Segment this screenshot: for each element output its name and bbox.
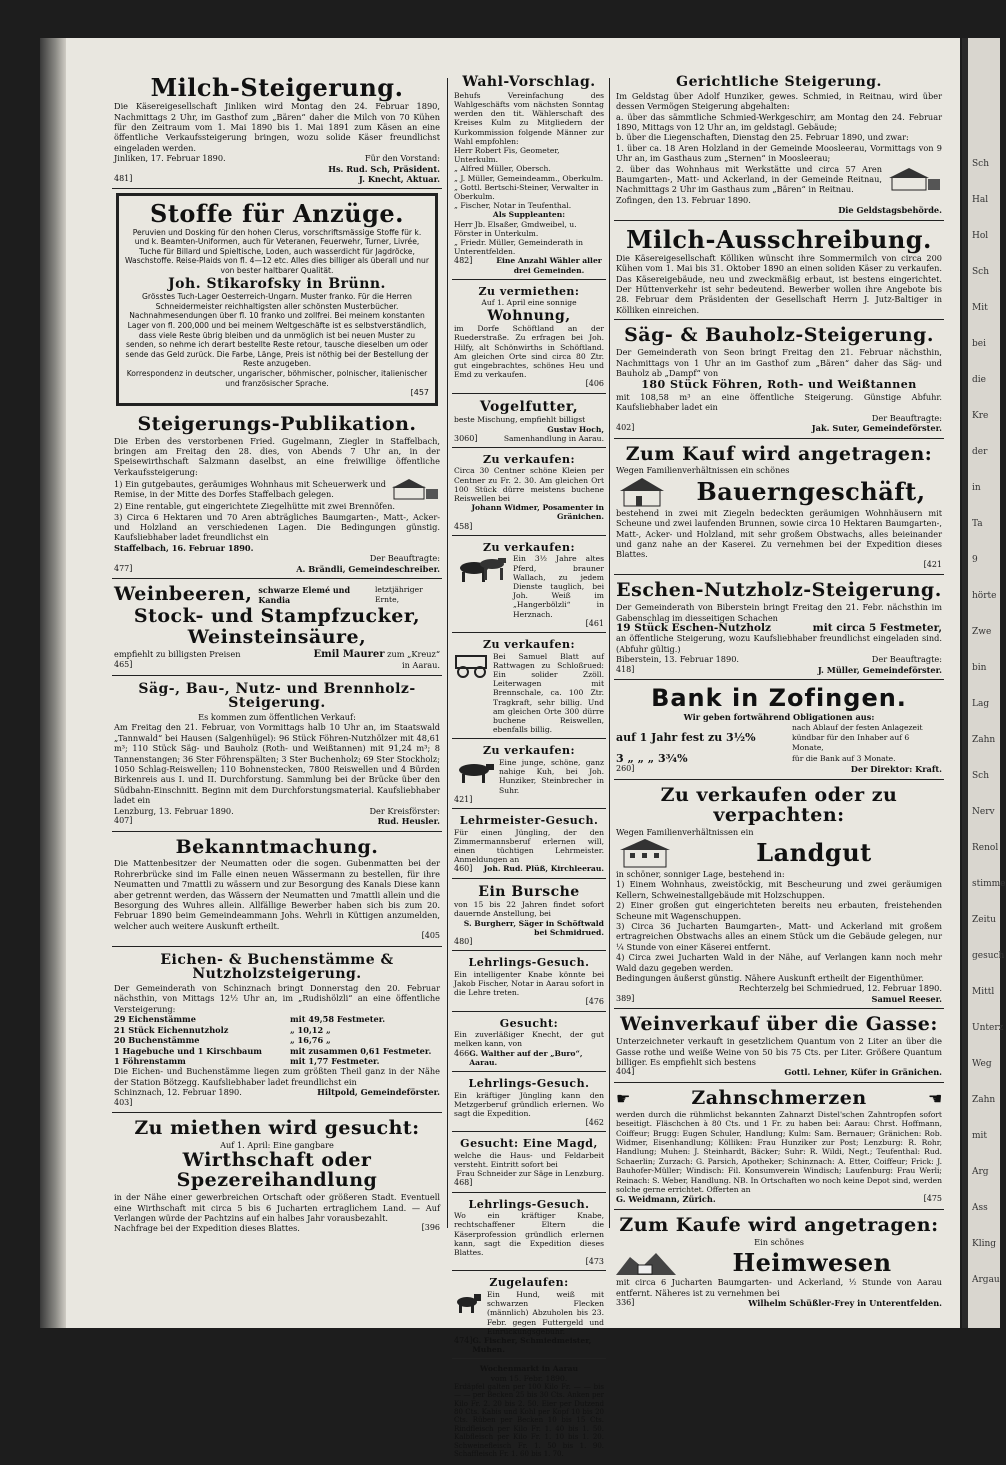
adjacent-page-text-fragment: Sch [972, 771, 990, 781]
candidate: „ Fischer, Notar in Teufenthal. [454, 201, 572, 211]
column-2 [452, 72, 606, 1465]
adjacent-page-text-fragment: Zahn [972, 1095, 996, 1105]
ad-sig: Der Beauftragte: [369, 553, 440, 564]
ad-title: Stoffe für Anzüge. [149, 199, 405, 229]
adjacent-page-text-fragment: gesuch [972, 951, 1005, 961]
ad-body: bestehend in zwei mit Ziegeln bedeckten geräumigen Wohnhäusern mit Scheune und zwei laufenden Brunnen, sowie circa 10 Hektaren Baumgarten-, Matt-, Acker- und Holzland, mit sehr großem Obstwachs, alles beieinander und ganz nahe an der Kaserei. Zu vernehmen bei der Expedition dieses Blattes. [616, 507, 942, 560]
ad-title: Gesucht: Eine Magd, [460, 1137, 598, 1151]
ad-bekanntmachung [112, 835, 442, 947]
adjacent-page-text-fragment: bei [972, 339, 986, 349]
ad-title: Zum Kauf wird angetragen: [625, 442, 933, 465]
candidate: „ Friedr. Müller, Gemeinderath in Unterentfelden. [454, 237, 584, 257]
ad-date: Schinznach, 12. Februar 1890. [114, 1087, 242, 1098]
ad-item: 1. über ca. 18 Aren Holzland in der Gemeinde Moosleerau, Vormittags von 9 Uhr an, im Gasthaus zum „Sternen“ in Moosleerau; [616, 142, 942, 164]
ad-body: Korrespondenz in deutscher, ungarischer, böhmischer, polnischer, italienischer und französischer Sprache. [126, 369, 428, 388]
ad-milch-steigerung [112, 72, 442, 189]
ad-date: Jinliken, 17. Februar 1890. [114, 153, 226, 164]
ad-verkaufen-wagen [452, 636, 606, 739]
ad-lehrlings-gesuch-2 [452, 1075, 606, 1132]
ad-title: Säg- & Bauholz-Steigerung. [624, 324, 934, 347]
ad-body: Ein intelligenter Knabe könnte bei Jakob Fischer, Notar in Aarau sofort in die Lehre treten. [454, 969, 604, 998]
ad-body: Die Eichen- und Buchenstämme liegen zum größten Theil ganz in der Nähe der Station Bötzegg. Kaufsliebhaber ladet freundlichst ein [114, 1066, 440, 1087]
ad-headline: mit circa 5 Festmeter, [812, 622, 942, 635]
ad-title: Stock- und Stampfzucker, [133, 604, 421, 627]
candidate-heading: Als Suppleanten: [492, 210, 566, 220]
estate-illustration [616, 837, 680, 869]
ad-steigerungs-publikation [112, 412, 442, 579]
ad-title: Lehrlings-Gesuch. [468, 1197, 590, 1211]
ad-body: Bei Samuel Blatt auf Rattwagen zu Schloßrued: Ein solider Zzöll. Leiterwagen mit Brennschale, ca. 100 Ztr. Tragkraft, sehr billig. Und am gleichen Orte 300 dürre buchene Reiswellen, ebenfalls billig. [493, 651, 604, 735]
ad-sig: Gottl. Lehner, Küfer in Gränichen. [784, 1067, 942, 1078]
ad-sig: Hs. Rud. Sch, Präsident. [328, 163, 440, 174]
adjacent-page-text-fragment: Kling [972, 1239, 997, 1249]
ad-body: Ein 3½ Jahre altes Pferd, brauner Wallach, zu jedem Dienste tauglich, bei Joh. Weiß im „Hangerbölzli“ in Herznach. [513, 554, 604, 619]
ad-firm: zum „Kreuz“ [387, 648, 440, 659]
ad-sig: J. Knecht, Aktuar. [358, 174, 440, 185]
ad-subtitle: Auf 1. April eine sonnige [481, 298, 577, 308]
ad-title: Wahl-Vorschlag. [462, 74, 596, 90]
ad-body: Grösstes Tuch-Lager Oesterreich-Ungarn. Muster franko. Für die Herren Schneidermeister reichhaltigsten aller schönsten Musterbücher. Nachnahmesendungen über fl. 10 franko und zollfrei. Bei meinem konstanten Lager von fl. 200,000 und bei meinem Weltgeschäfte ist es selbstverständlich, dass viele Reste übrig bleiben und da unmöglich ist bei neuen Muster zu senden, so nehme ich derart bestellte Reste retour, tausche dieselben um oder sende das Geld zurück. Die Farbe, Länge, Preis ist nöthig bei der Bestellung der Reste anzugeben. [125, 292, 429, 369]
ad-body: Ein zuverläßiger Knecht, der gut melken kann, von [454, 1030, 604, 1049]
adjacent-page-text-fragment: Unterz [972, 1023, 1004, 1033]
ad-number: 421] [454, 794, 473, 804]
ad-title: Eichen- & Buchenstämme & Nutzholzsteigerung. [160, 951, 394, 983]
ad-number: [475 [923, 1194, 942, 1204]
ad-lehrlings-gesuch-1 [452, 954, 606, 1011]
ad-subtitle: Auf 1. April: Eine gangbare [220, 1139, 334, 1150]
ad-place: in Aarau. [402, 660, 440, 671]
ad-title: Zu verkaufen: [482, 452, 576, 466]
adjacent-page-text-fragment: 9 [972, 555, 978, 565]
lot-row: 1 Hagebuche und 1 Kirschbaum mit zusammen 0,61 Festmeter. [114, 1045, 432, 1056]
ad-bauerngeschaeft [614, 442, 944, 576]
ad-text: empfiehlt zu billigsten Preisen [114, 648, 241, 659]
ad-number: 468] [454, 1178, 473, 1188]
adjacent-page-text-fragment: Hal [972, 195, 989, 205]
ad-title: Eschen-Nutzholz-Steigerung. [616, 579, 942, 602]
ad-body: Die Käsereigesellschaft Jinliken wird Montag den 24. Februar 1890, Nachmittags 2 Uhr, im Gasthof zum „Bären“ daher die Milch von 70 Kühen für den Zeitraum vom 1. Mai 1890 bis 1. Mai 1891 zum Käsen an eine öffentliche Verkaufssteigerung bringen, wozu solide Käser freundlichst eingeladen werden. [114, 101, 440, 153]
ad-firm: Samenhandlung in Aarau. [503, 433, 604, 443]
ad-verkaufen-kuh [452, 742, 606, 809]
ad-item: 2) Einer großen gut eingerichteten bereits neu erbauten, freistehenden Scheune mit Wagenschuppen. [616, 900, 942, 921]
column-3 [614, 72, 944, 1315]
ad-body: beste Mischung, empfiehlt billigst [454, 415, 586, 425]
adjacent-page-text-fragment: mit [972, 1131, 988, 1141]
adjacent-page-text-fragment: Zwe [972, 627, 992, 637]
adjacent-page-text-fragment: Renol [972, 843, 999, 853]
ad-vermiethen [452, 283, 606, 394]
adjacent-page-text-fragment: Weg [972, 1059, 992, 1069]
ad-date: Biberstein, 13. Februar 1890. [616, 654, 740, 665]
ad-subtitle: Ein schönes [754, 1236, 804, 1247]
ad-item: 3) Circa 6 Hektaren und 70 Aren abträgliches Baumgarten-, Matt-, Acker- und Holzland an verschiedenen Lagen. Die Bedingungen günstig. Kaufsliebhaber ladet freundlichst ein [114, 511, 440, 543]
rate-note: nach Ablauf der festen Anlagezeit kündbar für den Inhaber auf 6 Monate, [792, 722, 923, 753]
ad-item: 3) Circa 36 Jucharten Baumgarten-, Matt- und Ackerland mit großem ertragreichen Obstwachs alles an einem Stück um die Gebäude gelegen, nur ¼ Stunde von einer Käserei entfernt. [616, 921, 942, 952]
ad-sig: Der Beauftragte: [871, 412, 942, 423]
ad-body: Die Mattenbesitzer der Neumatten oder die sogen. Gubenmatten bei der Rohrerbrücke sind im Falle einen neuen Wässermann zu bestellen, für ihre Neumatten und 7mattli zu wässern und zur Besorgung des Kanals Diese kann aber getrennt werden, das Wässern der Neumatten und 7mattli allein und die Besorgung des Wuhres allein. Allfällige Bewerber haben sich bis zum 20. Februar 1890 beim Gemeindeammann Johs. Wehrli in Küttigen anzumelden, welcher auch weitere Auskunft ertheilt. [114, 858, 440, 931]
lot-row: 20 Buchenstämme „ 16,76 „ [114, 1035, 331, 1046]
column-1 [112, 72, 442, 1241]
ad-stoffe [116, 193, 438, 405]
rate-note: für die Bank auf 3 Monate. [792, 753, 896, 763]
landscape-illustration [616, 1247, 676, 1277]
ad-sig: Jak. Suter, Gemeindeförster. [811, 423, 942, 434]
ad-eschen-steigerung [614, 578, 944, 680]
ad-body: Der Gemeinderath von Seon bringt Freitag den 21. Februar nächsthin, Nachmittags von 1 Uhr an im Gasthof zum „Bären“ daher das Säg- und Bauholz ab „Dampf“ von [616, 347, 942, 378]
pointing-hand-icon: ☛ [616, 1088, 631, 1108]
ad-miethen [112, 1116, 442, 1238]
adjacent-page-text-fragment: die [972, 375, 986, 385]
ad-title: Zahnschmerzen [691, 1086, 867, 1109]
ad-title: Säg-, Bau-, Nutz- und Brennholz-Steigerung. [138, 680, 416, 712]
ad-title: Lehrlings-Gesuch. [468, 1076, 590, 1090]
candidate: „ J. Müller, Gemeindeamm., Oberkulm. [454, 173, 604, 183]
ad-subtitle: Wegen Familienverhältnissen ein [616, 826, 754, 837]
ad-number: [476 [585, 997, 604, 1007]
adjacent-page-text-fragment: Lag [972, 699, 990, 709]
adjacent-page-text-fragment: Ta [972, 519, 983, 529]
ad-title: Milch-Ausschreibung. [626, 224, 932, 254]
ad-title: Zu verkaufen: [482, 744, 576, 758]
ad-sig: Wilhelm Schüßler-Frey in Unterentfelden. [748, 1297, 942, 1308]
ad-sig: Samuel Reeser. [871, 993, 942, 1004]
farmhouse-illustration [616, 476, 674, 508]
ad-item: 1) Ein gutgebautes, geräumiges Wohnhaus mit Scheuerwerk und Remise, in der Mitte des Dorfes Staffelbach gelegen. [114, 478, 386, 500]
ad-sig: Der Direktor: Kraft. [850, 764, 942, 775]
ad-body: Am Freitag den 21. Februar, von Vormittags halb 10 Uhr an, im Staatswald „Tannwald“ bei Hausen (Salgenhügel): 96 Stück Föhren-Nutzhölzer mit 48,61 m³; 110 Stück Säg- und Bauholz (Roth- und Weißtannen) mit 91,24 m³; 8 Tannenstangen; 36 Ster Föhrenspälten; 3 Ster Buchenholz; 69 Ster Stockholz; 1050 Schlag-Reiswellen; 110 Bohnenstecken, 7800 Reiswellen und 4 Bürden Birkenreis aus I. und II. Durchforstung. Sammlung bei der Brücke über den Südbahn-Einschnitt. Beginn mit dem Durchforstungsmaterial. Kaufsliebhaber ladet ein [114, 722, 440, 806]
ad-date: Staffelbach, 16. Februar 1890. [114, 542, 254, 553]
candidate: Herr Jb. Elsaßer, Gmdweibel, u. Förster in Unterkulm. [454, 219, 577, 238]
ad-verkaufen-pferd [452, 539, 606, 633]
dog-illustration [454, 1290, 484, 1314]
ad-bank-zofingen [614, 683, 944, 780]
ad-title: Zu verkaufen: [482, 540, 576, 554]
ad-date: vom 15. Febr. 1890. [490, 1373, 568, 1383]
ad-weinverkauf [614, 1012, 944, 1083]
farmhouse-illustration [886, 166, 942, 192]
ad-headline: Wirthschaft oder Spezereihandlung [176, 1149, 378, 1192]
adjacent-page-text-fragment: in [972, 483, 981, 493]
ad-number: [406 [585, 379, 604, 389]
cart-illustration [454, 652, 490, 678]
ad-number: 336] [616, 1297, 635, 1307]
ad-body: werden durch die rühmlichst bekannten Zahnarzt Distel'schen Zahntropfen sofort beseitigt. Fläschchen à 80 Cts. und 1 Fr. zu haben bei: Aarau: Chrst. Hoffmann, Coiffeur; Brugg: Eugen Schuler, Handlung; Kulm: Sam. Bernauer; Gränichen: Rob. Widmer, Eisenhandlung; Kölliken: Frau Hunziker zur Post; Lenzburg: R. Rohr, Handlung; Muhen: J. Steinhardt, Bäcker; Suhr: R. Wildi, Negt.; Teufenthal: Rud. Schaerlin; Zurzach: G. Parsich, Apotheker; Schinznach: A. Etter, Coiffeur; Frick: J. Bauhofer-Müller; Windisch: Fil. Konsumverein Windisch; Laufenburg: Frau Werli; Reinach: S. Weber, Handlung. NB. In Ortschaften wo noch keine Depot sind, werden solche gerne errichtet. Offerten an [616, 1109, 942, 1195]
ad-sig: A. Brändli, Gemeindeschreiber. [296, 563, 440, 574]
ad-headline: Wohnung, [487, 307, 571, 324]
ad-body: welche die Haus- und Feldarbeit versteht. Eintritt sofort bei [454, 1150, 604, 1170]
ad-sig: Eine Anzahl Wähler aller drei Gemeinden. [496, 256, 602, 275]
rate-row: auf 1 Jahr fest zu 3½% [616, 731, 756, 745]
ad-body: Ein kräftiger Jüngling kann den Metzgerberuf gründlich erlernen. Wo sagt die Expedition. [454, 1090, 604, 1118]
ad-number: 465] [114, 660, 133, 670]
ad-zahnschmerzen [614, 1086, 944, 1210]
ad-vogelfutter [452, 397, 606, 448]
ad-body: Behufs Vereinfachung des Wahlgeschäfts vom nächsten Sonntag werden den tit. Wählerschaft des Kreises Kulm zu Mitgliedern der Kurkommission folgende Männer zur Wahl empfohlen: [454, 90, 604, 146]
ad-sig: Der Beauftragte: [871, 654, 942, 665]
ad-body: Bedingungen äußerst günstig. Nähere Auskunft ertheilt der Eigenthümer. [616, 973, 924, 984]
ad-body: Ein Hund, weiß mit schwarzen Flecken (männlich) Abzuholen bis 23. Febr. gegen Futtergeld und Einrückungsgebühr. [487, 1290, 604, 1336]
ad-title: Wochenmarkt in Aarau [479, 1364, 579, 1374]
ad-body: Peruvien und Dosking für den hohen Clerus, vorschriftsmässige Stoffe für k. und k. Beamten-Uniformen, auch für Veteranen, Feuerwehr, Turner, Livrée, Tuche für Billard und Spieltische, Loden, auch wasserdicht für Jagdröcke, Waschstoffe. Reise-Plaids von fl. 4—12 etc. Alles dies billiger als überall und nur von bester haltbarer Qualität. [125, 227, 429, 275]
lot-row: 21 Stück Eichennutzholz „ 10,12 „ [114, 1024, 331, 1035]
ad-number: 477] [114, 563, 133, 573]
ad-number: 482] [454, 256, 473, 266]
adjacent-page-text-fragment: stimme [972, 879, 1006, 889]
adjacent-page-text-fragment: Argau [972, 1275, 1000, 1285]
ad-date: Lenzburg, 13. Februar 1890. [114, 805, 234, 816]
ad-sig: Der Kreisförster: [369, 805, 440, 816]
ad-firm: Gustav Hoch, [547, 424, 604, 434]
ad-body: im Dorfe Schöftland an der Ruederstraße. Zu erfragen bei Joh. Hilfy, alt Schönwirths in Schöftland. Am gleichen Orte sind circa 80 Ztr. gut eingebrachtes, schönes Heu und Emd zu verkaufen. [454, 324, 604, 380]
ad-title: Zum Kaufe wird angetragen: [619, 1213, 939, 1236]
lot-row: 1 Föhrenstamm mit 1,77 Festmeter. [114, 1055, 380, 1066]
candidate: „ Gottl. Bertschi-Steiner, Verwalter in Oberkulm. [454, 182, 599, 201]
ad-number: 481] [114, 174, 133, 184]
ad-sig: Die Geldstagsbehörde. [838, 205, 942, 216]
farmhouse-illustration [390, 477, 440, 501]
ad-number: 404] [616, 1067, 635, 1077]
ad-verkaufen-kleien [452, 451, 606, 536]
ad-title: Weinverkauf über die Gasse: [620, 1013, 938, 1036]
adjacent-page-text-fragment: Zeitu [972, 915, 996, 925]
ad-firm: Emil Maurer [313, 648, 385, 660]
ad-sig: Für den Vorstand: [364, 153, 440, 164]
ad-body: Eine junge, schöne, ganz nahige Kuh, bei Joh. Hunziker, Steinbrecher in Suhr. [499, 757, 604, 795]
ad-title: Lehrmeister-Gesuch. [459, 813, 599, 827]
adjacent-page-text-fragment: der [972, 447, 988, 457]
ad-number: 389] [616, 993, 635, 1003]
ad-lehrlings-gesuch-3 [452, 1196, 606, 1272]
adjacent-page-text-fragment: Hol [972, 231, 989, 241]
ad-title: Lehrlings-Gesuch. [468, 956, 590, 970]
ad-number: 403] [114, 1097, 133, 1107]
ad-number: 460] [454, 864, 473, 874]
ad-firm: Frau Schneider zur Säge in Lenzburg. [456, 1169, 604, 1179]
candidate: Herr Robert Fis, Geometer, Unterkulm. [454, 145, 560, 165]
ad-subtitle: Es kommen zum öffentlichen Verkauf: [198, 712, 356, 723]
ad-body: mit 108,58 m³ an eine öffentliche Steigerung. Günstige Abfuhr. Kaufsliebhaber ladet ein [616, 391, 942, 413]
ad-body: Der Gemeinderath von Biberstein bringt Freitag den 21. Febr. nächsthin im Gabenschlag im diesseitigen Schachen [616, 602, 942, 623]
adjacent-page-text-fragment: Mittl [972, 987, 995, 997]
ad-number: 402] [616, 423, 635, 433]
ad-number: [462 [585, 1118, 604, 1128]
ad-number: [461 [585, 618, 604, 628]
adjacent-page-text-fragment: Sch [972, 267, 990, 277]
ad-title: Vogelfutter, [479, 398, 579, 415]
ad-title: Zu verkaufen: [482, 638, 576, 652]
ad-number: 474] [454, 1336, 473, 1346]
ad-lehrmeister [452, 812, 606, 879]
ad-headline: Heimwesen [732, 1247, 892, 1277]
ad-title: Steigerungs-Publikation. [137, 412, 417, 435]
ad-title: Zu verkaufen oder zu verpachten: [660, 783, 898, 826]
ad-body: Circa 30 Centner schöne Kleien per Centner zu Fr. 2. 30. Am gleichen Ort 100 Stück dürre meistens buchene Reiswellen bei [454, 466, 604, 504]
adjacent-page-text-fragment: Ass [972, 1203, 988, 1213]
ad-heimwesen [614, 1213, 944, 1313]
candidate: „ Alfred Müller, Obersch. [454, 164, 551, 174]
adjacent-page-text-fragment: Sch [972, 159, 990, 169]
ad-sig: Rud. Heusler. [377, 816, 440, 827]
adjacent-page-text-fragment: bin [972, 663, 987, 673]
adjacent-page-text-fragment: hörte [972, 591, 997, 601]
ad-item: 4) Circa zwei Jucharten Wald in der Nähe, auf Verlangen kann noch mehr Wald dazu gegeben werden. [616, 952, 942, 973]
ad-headline: 180 Stück Föhren, Roth- und Weißtannen [641, 378, 917, 392]
ad-body: in schöner, sonniger Lage, bestehend in: [616, 868, 785, 879]
ad-item: b. über die Liegenschaften, Dienstag den 25. Februar 1890, und zwar: [616, 132, 909, 143]
ad-sig: Hiltpold, Gemeindeförster. [317, 1087, 440, 1098]
ad-number: 3060] [454, 433, 478, 443]
ad-number: 260] [616, 764, 635, 774]
ad-firm: Joh. Rud. Plüß, Kirchleerau. [483, 864, 604, 874]
adjacent-page-text-fragment: Arg [972, 1167, 989, 1177]
ad-body: mit circa 6 Jucharten Baumgarten- und Ackerland, ½ Stunde von Aarau entfernt. Näheres ist zu vernehmen bei [616, 1277, 942, 1298]
ad-headline: Landgut [756, 838, 872, 868]
horses-illustration [454, 554, 510, 584]
ad-gerichtliche-steigerung [614, 72, 944, 221]
ad-body: von 15 bis 22 Jahren findet sofort dauernde Anstellung, bei [454, 900, 604, 919]
ad-subtitle: Wegen Familienverhältnissen ein schönes [616, 465, 790, 476]
adjacent-page-text-fragment: Kre [972, 411, 989, 421]
rate-row: 3 „ „ „ 3¾% [616, 751, 688, 765]
ad-title: Zu vermiethen: [478, 284, 580, 298]
ad-number: 480] [454, 937, 473, 947]
ad-eichen-steigerung [112, 950, 442, 1113]
ad-number: [421 [923, 559, 942, 569]
ad-firm: S. Burgherr, Säger in Schöftwald bei Schmidrued. [463, 918, 604, 937]
ad-holz-steigerung [112, 679, 442, 832]
book-gutter [40, 38, 66, 1328]
ad-milch-ausschreibung [614, 224, 944, 321]
ad-number: [405 [421, 931, 440, 941]
ad-body: Unterzeichneter verkauft in gesetzlichem Quantum von 2 Liter an über die Gasse rothe und weiße Weine von 50 bis 75 Cts. per Liter. Größere Quantum billiger. Es empfiehlt sich bestens [616, 1036, 942, 1068]
ad-body: Die Käsereigesellschaft Kölliken wünscht ihre Sommermilch von circa 200 Kühen vom 1. Mai bis 31. Oktober 1890 an einen soliden Käser zu verkaufen. Das Käsereigebäude, neu und zweckmäßig erbaut, ist bestens eingerichtet. Der Hüttenverkehr ist sehr bedeutend. Bewerber wollen ihre Angebote bis 28. Februar dem Präsidenten der Gesellschaft Herrn J. Jutz-Baltiger in Kölliken einreichen. [616, 252, 942, 315]
ad-wahl-vorschlag [452, 72, 606, 280]
ad-title: Ein Bursche [478, 883, 580, 900]
ad-firm: G. Walther auf der „Buro“, Aarau. [469, 1048, 583, 1067]
ad-title: Bekanntmachung. [175, 835, 379, 858]
ad-landgut [614, 783, 944, 1010]
ad-saeg-bauholz [614, 323, 944, 438]
lot-row: 29 Eichenstämme mit 49,58 Festmeter. [114, 1014, 386, 1025]
ad-number: 458] [454, 521, 473, 531]
market-prices: Erdäpfel galten per 100 Kilo Fr. — — bis — — per Becken 25 bis 30 Cts. Anken per Kilo Fr. 2. 20 bis 2. 50. Eier per Dutzend 80 Cts. Kabis und Kohl per Kopf 10 bis 20 Cts. Rüben per Becken 10 bis 15 Cts. Rindfleisch per Kilo Fr. 1. 40 bis 1. 50. Kalbfleisch per Kilo Fr. 1. 10 bis 1. 20. Schweinefleisch Fr. 1. 50 bis 1. 90. Schaffleisch Fr. 1. 60 bis 1. 70. [454, 1382, 604, 1459]
adjacent-page-edge [962, 38, 1006, 1328]
ad-sig: J. Müller, Gemeindeförster. [817, 664, 942, 675]
column-rule [609, 78, 610, 1228]
ad-wochenmarkt [452, 1362, 606, 1462]
ad-headline: Bauerngeschäft, [696, 477, 926, 507]
ad-title: Gesucht: [499, 1016, 559, 1030]
pointing-hand-icon: ☛ [927, 1088, 942, 1108]
ad-firm: Rechterzelg bei Schmiedrued, 12. Februar 1890. [738, 983, 942, 994]
ad-body: in der Nähe einer gewerbreichen Ortschaft oder größeren Stadt. Eventuell eine Wirthschaft mit circa 5 bis 6 Jucharten ertraglichem Land. — Auf Verlangen würde der Pachtzins auf ein halbes Jahr vorausbezahlt. [114, 1192, 440, 1223]
ad-zugelaufen [452, 1274, 606, 1359]
ad-body: Wo ein kräftiger Knabe, rechtschaffener Eltern die Käserprofession gründlich erlernen kann, sagt die Expedition dieses Blattes. [454, 1211, 604, 1258]
adjacent-page-text-fragment: Nerv [972, 807, 995, 817]
ad-text: letztjähriger Ernte, [374, 584, 423, 604]
ad-gesucht-knecht [452, 1015, 606, 1072]
ad-title: Bank in Zofingen. [651, 684, 907, 713]
ad-item: 2) Eine rentable, gut eingerichtete Ziegelhütte mit zwei Brennöfen. [114, 501, 396, 512]
ad-body: Nachfrage bei der Expedition dieses Blattes. [114, 1223, 300, 1234]
ad-item: 2. über das Wohnhaus mit Werkstätte und circa 57 Aren Baumgarten-, Matt- und Ackerland, in der Gemeinde Reitnau, Nachmittags 2 Uhr im Gasthaus zum „Bären“ in Reitnau. [616, 163, 882, 195]
ad-body: Der Gemeinderath von Schinznach bringt Donnerstag den 20. Februar nächsthin, von Mittags 12½ Uhr an, im „Rudishölzli“ an eine öffentliche Versteigerung: [114, 983, 440, 1014]
ad-body: Für einen Jüngling, der den Zimmermannsberuf erlernen will, einen tüchtigen Lehrmeister. Anmeldungen an [454, 827, 604, 865]
ad-title: Weinsteinsäure, [187, 625, 367, 648]
ad-body: Die Erben des verstorbenen Fried. Gugelmann, Ziegler in Staffelbach, bringen am Freitag den 28. dies, von Abends 7 Uhr an, in der Speisewirthschaft Salzmann daselbst, an eine freiwillige öffentliche Verkaufssteigerung: [114, 435, 440, 477]
ad-bursche [452, 882, 606, 952]
ad-title: Zu miethen wird gesucht: [134, 1116, 420, 1139]
ad-firm: G. Fischer, Schmiedmeister, Muhen. [472, 1336, 592, 1355]
ad-item: 1) Einem Wohnhaus, zweistöckig, mit Bescheurung und zwei geräumigen Kellern, Schweinestallgebäude mit Holzschuppen. [616, 879, 942, 900]
ad-weinbeeren [112, 582, 442, 676]
ad-sig: G. Weidmann, Zürich. [616, 1194, 716, 1205]
ad-number: [396 [421, 1223, 440, 1233]
ad-number: 407] [114, 816, 133, 826]
ad-subtitle: Wir geben fortwährend Obligationen aus: [683, 712, 875, 723]
ad-firm: Joh. Stikarofsky in Brünn. [168, 275, 386, 292]
ad-title: Milch-Steigerung. [150, 73, 404, 102]
ad-number: [473 [585, 1257, 604, 1267]
ad-number: [457 [410, 388, 429, 398]
ad-title: Gerichtliche Steigerung. [676, 74, 882, 90]
ad-title: Weinbeeren, [114, 583, 253, 606]
ad-date: Zofingen, den 13. Februar 1890. [616, 194, 751, 205]
ad-headline: 19 Stück Eschen-Nutzholz [616, 622, 771, 635]
ad-body: an öffentliche Steigerung, wozu Kaufsliebhaber freundlichst eingeladen sind. (Abfuhr gültig.) [616, 633, 942, 654]
ad-number: 466 [454, 1048, 470, 1058]
ad-magd [452, 1135, 606, 1192]
ad-title: Zugelaufen: [489, 1276, 569, 1290]
ad-body: Im Geldstag über Adolf Hunziker, gewes. Schmied, in Reitnau, wird über dessen Vermögen Steigerung abgehalten: [616, 90, 942, 112]
cow-illustration [454, 758, 496, 784]
adjacent-page-text-fragment: Zahn [972, 735, 996, 745]
ad-item: a. über das sämmtliche Schmied-Werkgeschirr, am Montag den 24. Februar 1890, Mittags von 12 Uhr an, im geldstagl. Gebäude; [616, 111, 942, 132]
adjacent-page-text-fragment: Mit [972, 303, 988, 313]
ad-number: 418] [616, 664, 635, 674]
ad-firm: Johann Widmer, Posamenter in Gränichen. [471, 503, 604, 522]
ad-text: schwarze Elemé und Kandia [258, 584, 351, 605]
column-rule [447, 78, 448, 1228]
